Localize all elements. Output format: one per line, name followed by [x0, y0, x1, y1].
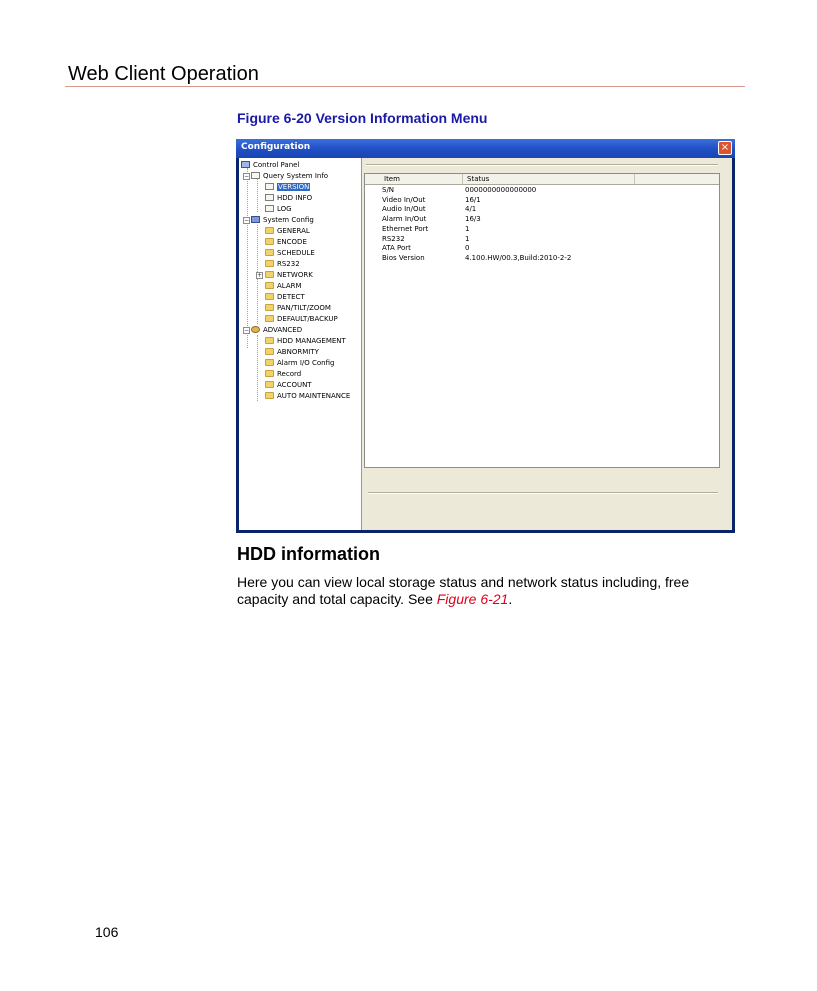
tree-item-label: Control Panel	[253, 161, 300, 169]
table-row[interactable]	[365, 214, 719, 224]
folder-icon	[265, 315, 274, 322]
cell-status: 4/1	[465, 205, 477, 214]
cell-item: ATA Port	[382, 244, 411, 253]
tree-item[interactable]	[265, 369, 301, 380]
folder-icon	[265, 337, 274, 344]
tree-connector-line	[247, 168, 248, 348]
tree-item-label: VERSION	[278, 183, 310, 191]
close-icon[interactable]: ×	[718, 141, 732, 155]
tree-item-label: AUTO MAINTENANCE	[277, 392, 351, 400]
folder-icon	[265, 359, 274, 366]
tree-item[interactable]	[265, 259, 300, 270]
tree-item[interactable]	[265, 248, 315, 259]
section-heading: HDD information	[237, 544, 380, 564]
cell-status: 4.100.HW/00.3,Build:2010-2-2	[465, 253, 572, 262]
configuration-window	[236, 139, 735, 533]
tree-item[interactable]	[241, 160, 299, 171]
page-number: 106	[95, 924, 119, 940]
folder-icon	[265, 392, 274, 399]
table-row[interactable]	[365, 243, 719, 253]
table-row[interactable]	[365, 195, 719, 205]
tree-item[interactable]	[265, 314, 338, 325]
gears-icon	[251, 326, 260, 333]
folder-icon	[265, 293, 274, 300]
table-row[interactable]	[365, 185, 719, 195]
tree-item-label: ALARM	[277, 282, 302, 290]
folder-icon	[265, 304, 274, 311]
cell-item: Alarm In/Out	[382, 215, 427, 224]
cell-status: 0	[465, 244, 470, 253]
tree-connector-line	[257, 335, 258, 401]
folder-icon	[265, 271, 274, 278]
tree-item-label: DETECT	[277, 293, 305, 301]
tree-item[interactable]	[251, 215, 314, 226]
tools-icon	[251, 216, 260, 223]
tree-item-label: Record	[277, 370, 302, 378]
tree-connector-line	[257, 179, 258, 212]
tree-item[interactable]	[265, 204, 292, 215]
tree-item-label: ACCOUNT	[277, 381, 312, 389]
tree-item-label: PAN/TILT/ZOOM	[277, 304, 331, 312]
column-header-item[interactable]: Item	[380, 174, 463, 184]
document-icon	[265, 205, 274, 212]
folder-icon	[265, 227, 274, 234]
folder-icon	[265, 282, 274, 289]
collapse-icon[interactable]: −	[244, 327, 250, 334]
body-text: Here you can view local storage status and network status including, free capacity and total capacity. See	[237, 574, 690, 607]
cell-item: RS232	[382, 234, 405, 243]
cell-status: 16/3	[465, 215, 481, 224]
cell-item: Bios Version	[382, 253, 425, 262]
tree-item[interactable]	[265, 182, 310, 193]
folder-icon	[265, 370, 274, 377]
column-header-status[interactable]: Status	[463, 174, 635, 184]
cell-status: 0000000000000000	[465, 186, 537, 194]
config-tree[interactable]	[239, 158, 362, 530]
tree-item[interactable]	[251, 171, 328, 182]
tree-item[interactable]	[265, 270, 313, 281]
cell-status: 1	[465, 224, 470, 233]
cell-item: Video In/Out	[382, 195, 426, 204]
table-row[interactable]	[365, 253, 719, 263]
tree-item-label: System Config	[263, 216, 314, 224]
table-row[interactable]	[365, 204, 719, 214]
figure-reference-link[interactable]: Figure 6-21	[436, 591, 509, 607]
tree-item-label: DEFAULT/BACKUP	[277, 315, 338, 323]
tree-item[interactable]	[265, 380, 312, 391]
page-header: Web Client Operation	[68, 63, 259, 85]
detail-panel	[362, 158, 732, 530]
body-end: .	[508, 591, 513, 607]
computer-icon	[241, 161, 250, 168]
tree-item[interactable]	[265, 281, 302, 292]
document-icon	[265, 194, 274, 201]
tree-item[interactable]	[265, 347, 319, 358]
tree-item[interactable]	[265, 336, 346, 347]
folder-icon	[265, 238, 274, 245]
tree-item-label: ENCODE	[277, 238, 307, 246]
table-row[interactable]	[365, 224, 719, 234]
tree-item-label: GENERAL	[277, 227, 310, 235]
tree-item[interactable]	[251, 325, 302, 336]
header-rule	[65, 86, 745, 87]
tree-item[interactable]	[265, 237, 307, 248]
cell-status: 1	[465, 234, 470, 243]
column-header-empty	[635, 174, 719, 184]
collapse-icon[interactable]: −	[244, 173, 250, 180]
window-titlebar[interactable]	[236, 139, 735, 158]
tree-item[interactable]	[265, 358, 334, 369]
tree-item[interactable]	[265, 193, 312, 204]
tree-item[interactable]	[265, 303, 331, 314]
window-client	[239, 158, 732, 530]
table-row[interactable]	[365, 234, 719, 244]
tree-item-label: Query System Info	[263, 172, 329, 180]
list-header	[365, 174, 719, 185]
folder-icon	[265, 348, 274, 355]
tree-item-label: RS232	[277, 260, 300, 268]
tree-item[interactable]	[265, 226, 310, 237]
tree-item-label: ABNORMITY	[277, 348, 319, 356]
document-icon	[251, 172, 260, 179]
cell-status: 16/1	[465, 195, 481, 204]
folder-icon	[265, 249, 274, 256]
cell-item: Ethernet Port	[382, 224, 429, 233]
collapse-icon[interactable]: −	[244, 217, 250, 224]
tree-item[interactable]	[265, 292, 305, 303]
tree-item-label: SCHEDULE	[277, 249, 315, 257]
body-paragraph	[237, 574, 737, 608]
group-divider-bottom	[368, 492, 718, 494]
folder-icon	[265, 381, 274, 388]
document-icon	[265, 183, 274, 190]
tree-item-label: Alarm I/O Config	[277, 359, 335, 367]
version-list[interactable]	[364, 173, 720, 468]
group-divider-top	[366, 164, 718, 166]
tree-item-label: ADVANCED	[263, 326, 303, 334]
tree-item-label: NETWORK	[277, 271, 313, 279]
figure-caption: Figure 6-20 Version Information Menu	[237, 110, 488, 126]
tree-item-label: LOG	[277, 205, 292, 213]
tree-item[interactable]	[265, 391, 350, 402]
folder-icon	[265, 260, 274, 267]
tree-item-label: HDD INFO	[277, 194, 313, 202]
cell-item: Audio In/Out	[382, 205, 426, 214]
window-title: Configuration	[241, 142, 311, 152]
expand-icon[interactable]: +	[257, 272, 263, 279]
tree-item-label: HDD MANAGEMENT	[277, 337, 346, 345]
cell-item: S/N	[382, 186, 395, 194]
